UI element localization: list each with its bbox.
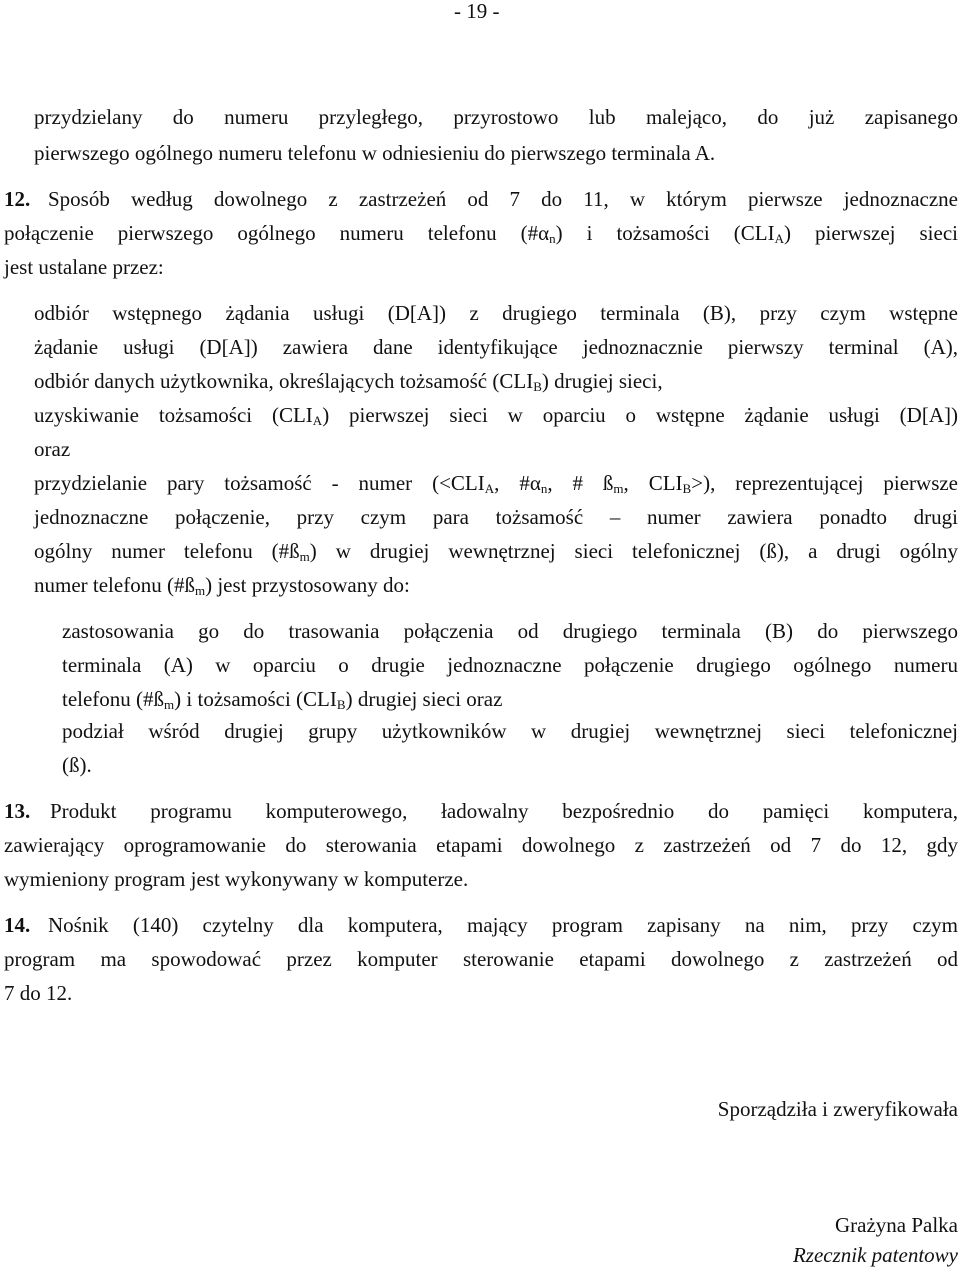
subscript: n	[549, 230, 556, 246]
claim-number: 14.	[4, 913, 31, 937]
text-run: uzyskiwanie tożsamości (CLI	[34, 403, 313, 427]
subscript: n	[540, 480, 548, 496]
claim-12-line: Sposób według dowolnego z zastrzeżeń od 7 do 11, w którym pierwsze jednoznaczne	[48, 187, 958, 211]
subscript: m	[613, 480, 624, 496]
signature-title: Rzecznik patentowy	[792, 1243, 958, 1267]
claim-12-line	[4, 220, 958, 246]
step-line	[34, 402, 958, 428]
step-line	[34, 470, 958, 496]
text-run: ) w drugiej wewnętrznej sieci telefonicznej (ß), a drugi ogólny	[309, 539, 959, 563]
signature-prepared-by: Sporządziła i zweryfikowała	[717, 1097, 958, 1121]
subscript: B	[682, 480, 692, 496]
step-line: oraz	[34, 437, 71, 461]
substep-line	[62, 686, 502, 712]
step-line: odbiór wstępnego żądania usługi (D[A]) z drugiego terminala (B), przy czym wstępne	[34, 301, 958, 325]
subscript: m	[299, 548, 310, 564]
step-line	[34, 572, 410, 598]
claim-14-line: program ma spowodować przez komputer sterowanie etapami dowolnego z zastrzeżeń od	[4, 947, 958, 971]
claim-14-line: 7 do 12.	[4, 981, 73, 1005]
page-number: - 19 -	[454, 0, 500, 23]
paragraph-line: pierwszego ogólnego numeru telefonu w odniesieniu do pierwszego terminala A.	[34, 141, 716, 165]
text-run: ) drugiej sieci oraz	[345, 687, 503, 711]
claim-number: 13.	[4, 799, 31, 823]
signature-name: Grażyna Palka	[834, 1213, 958, 1237]
claim-number: 12.	[4, 187, 31, 211]
text-run: odbiór danych użytkownika, określających tożsamość (CLI	[34, 369, 534, 393]
text-run: ogólny numer telefonu (#ß	[34, 539, 300, 563]
text-run: telefonu (#ß	[62, 687, 165, 711]
text-run: ) pierwszej sieci w oparciu o wstępne żądanie usługi (D[A])	[322, 403, 958, 427]
claim-13-line: Produkt programu komputerowego, ładowalny bezpośrednio do pamięci komputera,	[50, 799, 958, 823]
text-run: ) jest przystosowany do:	[205, 573, 410, 597]
subscript: B	[533, 378, 542, 394]
text-run: , CLI	[623, 471, 683, 495]
claim-13-line: wymieniony program jest wykonywany w komputerze.	[4, 867, 469, 891]
text-run: ) i tożsamości (CLI	[555, 221, 775, 245]
paragraph-line: przydzielany do numeru przyległego, przyrostowo lub malejąco, do już zapisanego	[34, 105, 958, 129]
text-run: połączenie pierwszego ogólnego numeru telefonu (#α	[4, 221, 550, 245]
text-run: numer telefonu (#ß	[34, 573, 195, 597]
text-run: ) pierwszej sieci	[784, 221, 958, 245]
text-run: przydzielanie pary tożsamość - numer (<CLI	[34, 471, 485, 495]
subscript: B	[336, 696, 346, 712]
substep-line: zastosowania go do trasowania połączenia od drugiego terminala (B) do pierwszego	[62, 619, 958, 643]
subscript: A	[312, 412, 323, 428]
claim-13-line: zawierający oprogramowanie do sterowania etapami dowolnego z zastrzeżeń od 7 do 12, gdy	[4, 833, 958, 857]
claim-14-line: Nośnik (140) czytelny dla komputera, mający program zapisany na nim, przy czym	[48, 913, 958, 937]
subscript: A	[484, 480, 495, 496]
step-line	[34, 368, 663, 394]
text-run: >), reprezentującej pierwsze	[691, 471, 959, 495]
substep-line: (ß).	[62, 753, 92, 777]
substep-line: terminala (A) w oparciu o drugie jednoznaczne połączenie drugiego ogólnego numeru	[62, 653, 958, 677]
claim-12-number	[4, 186, 30, 212]
step-line: żądanie usługi (D[A]) zawiera dane identyfikujące jednoznacznie pierwszy terminal (A),	[34, 335, 958, 359]
substep-line: podział wśród drugiej grupy użytkowników w drugiej wewnętrznej sieci telefonicznej	[62, 719, 958, 743]
text-run: ) i tożsamości (CLI	[174, 687, 337, 711]
subscript: A	[774, 230, 785, 246]
text-run: , #α	[494, 471, 541, 495]
subscript: m	[194, 582, 206, 598]
text-run: , # ß	[547, 471, 614, 495]
step-line	[34, 538, 958, 564]
text-run: ) drugiej sieci,	[541, 369, 663, 393]
claim-14-number	[4, 912, 30, 938]
subscript: m	[164, 696, 175, 712]
claim-13-number	[4, 798, 30, 824]
claim-12-line: jest ustalane przez:	[4, 255, 164, 279]
step-line: jednoznaczne połączenie, przy czym para tożsamość – numer zawiera ponadto drugi	[34, 505, 958, 529]
